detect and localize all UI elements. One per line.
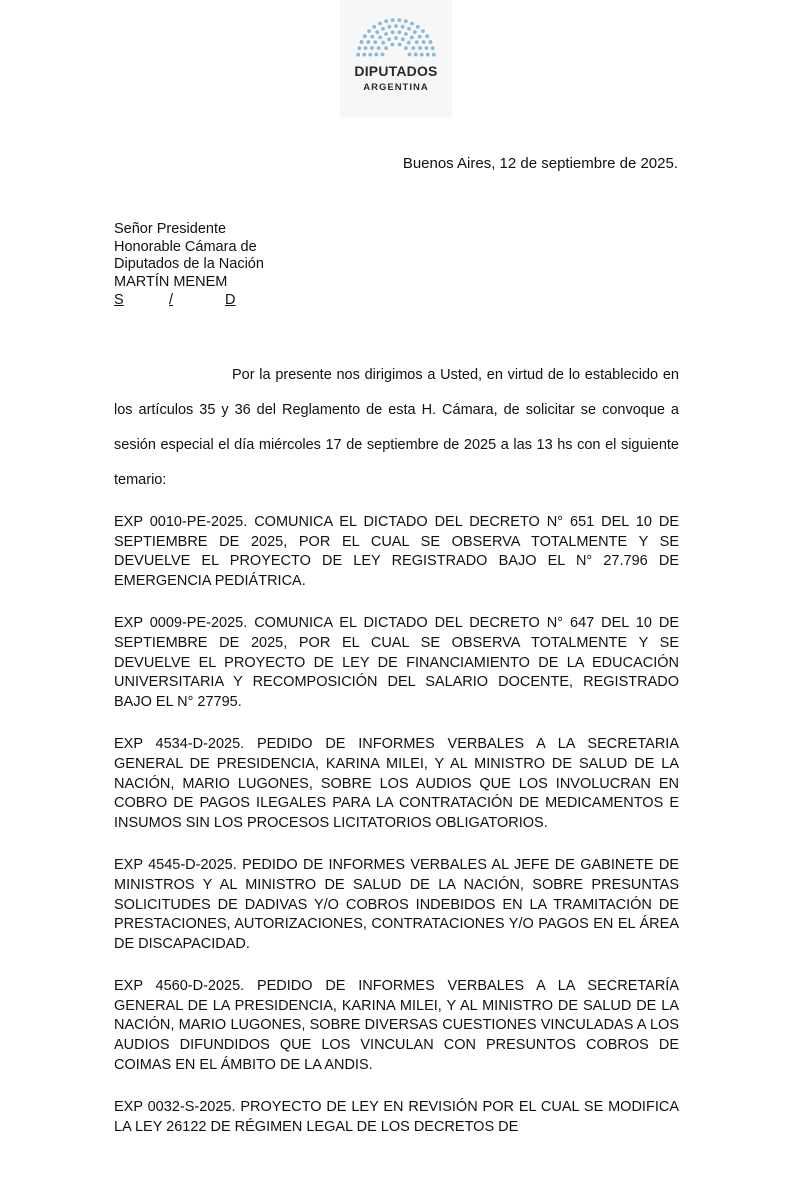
hemicycle-seat-dot <box>425 46 429 50</box>
hemicycle-seat-dot <box>378 22 382 26</box>
addressee-block <box>114 221 264 291</box>
hemicycle-seat-dot <box>381 41 385 45</box>
hemicycle-seat-dot <box>364 46 368 50</box>
hemicycle-seat-dot <box>357 46 361 50</box>
hemicycle-seat-dot <box>410 22 414 26</box>
addressee-line: Señor Presidente <box>114 221 227 237</box>
hemicycle-seat-dot <box>401 25 405 29</box>
hemicycle-seat-dot <box>407 41 411 45</box>
hemicycle-seat-dot <box>422 40 426 44</box>
agenda-list <box>114 513 679 1160</box>
hemicycle-seat-dot <box>416 25 420 29</box>
hemicycle-seat-dot <box>384 19 388 23</box>
hemicycle-seat-dot <box>398 43 402 47</box>
hemicycle-seat-dot <box>363 34 367 38</box>
addressee-line: Diputados de la Nación <box>114 256 264 273</box>
hemicycle-seat-dot <box>370 35 374 39</box>
agenda-item: EXP 4560-D-2025. PEDIDO DE INFORMES VERBALES A LA SECRETARÍA GENERAL DE LA PRESIDENCIA, KARINA MILEI, Y AL MINISTRO DE SALUD DE LA NACIÓN, MARIO LUGONES, SOBRE DIVERSAS CUESTIONES VINCULADAS A LOS AUDIOS DIFUNDIDOS QUE LOS VINCULAN CON PRESUNTOS COBROS DE COIMAS EN EL ÁMBITO DE LA ANDIS. <box>114 978 679 1073</box>
hemicycle-seat-dot <box>401 37 405 41</box>
hemicycle-seat-dot <box>397 18 401 22</box>
hemicycle-seat-dot <box>420 53 424 57</box>
hemicycle-seat-dot <box>432 53 436 57</box>
hemicycle-seat-dot <box>366 40 370 44</box>
hemicycle-seat-dot <box>362 53 366 57</box>
hemicycle-seat-dot <box>397 30 401 34</box>
agenda-item: EXP 0010-PE-2025. COMUNICA EL DICTADO DEL DECRETO N° 651 DEL 10 DE SEPTIEMBRE DE 2025, POR EL CUAL SE OBSERVA TOTALMENTE Y SE DEVUELVE EL PROYECTO DE LEY REGISTRADO BAJO EL N° 27.796 DE EMERGENCIA PEDIÁTRICA. <box>114 514 679 589</box>
hemicycle-seat-dot <box>374 53 378 57</box>
sd-d: D <box>225 292 236 308</box>
addressee-line: Honorable Cámara de <box>114 238 257 255</box>
hemicycle-seat-dot <box>425 34 429 38</box>
hemicycle-seat-dot <box>372 25 376 29</box>
hemicycle-seat-dot <box>360 40 364 44</box>
hemicycle-seat-dot <box>431 46 435 50</box>
hemicycle-seat-dot <box>410 35 414 39</box>
hemicycle-seat-dot <box>394 36 398 40</box>
hemicycle-seat-dot <box>367 29 371 33</box>
hemicycle-seat-dot <box>418 35 422 39</box>
agenda-item: EXP 0032-S-2025. PROYECTO DE LEY EN REVISIÓN POR EL CUAL SE MODIFICA LA LEY 26122 DE RÉGIMEN LEGAL DE LOS DECRETOS DE <box>114 1099 679 1135</box>
logo-subtitle: ARGENTINA <box>363 82 429 93</box>
hemicycle-seat-dot <box>421 29 425 33</box>
hemicycle-seat-dot <box>391 18 395 22</box>
hemicycle-seat-dot <box>415 40 419 44</box>
hemicycle-seat-dot <box>375 30 379 34</box>
hemicycle-seat-dot <box>404 46 408 50</box>
hemicycle-seat-dot <box>391 30 395 34</box>
hemicycle-seat-dot <box>407 27 411 31</box>
hemicycle-seat-dot <box>404 19 408 23</box>
agenda-item: EXP 0009-PE-2025. COMUNICA EL DICTADO DEL DECRETO N° 647 DEL 10 DE SEPTIEMBRE DE 2025, POR EL CUAL SE OBSERVA TOTALMENTE Y SE DEVUELVE EL PROYECTO DE LEY DE FINANCIAMIENTO DE LA EDUCACIÓN UNIVERSITARIA Y RECOMPOSICIÓN DEL SALARIO DOCENTE, REGISTRADO BAJO EL N° 27795. <box>114 615 679 710</box>
addressee-line: MARTÍN MENEM <box>114 273 228 290</box>
hemicycle-seat-dot <box>384 46 388 50</box>
hemicycle-seat-dot <box>381 27 385 31</box>
hemicycle-seat-dot <box>368 53 372 57</box>
hemicycle-seat-dot <box>411 46 415 50</box>
body-paragraph <box>114 358 679 498</box>
hemicycle-seat-dot <box>394 24 398 28</box>
hemicycle-seat-dot <box>378 35 382 39</box>
hemicycle-seat-dot <box>387 37 391 41</box>
hemicycle-seat-dot <box>387 25 391 29</box>
hemicycle-seat-dot <box>384 32 388 36</box>
hemicycle-seat-dot <box>426 53 430 57</box>
hemicycle-seat-dot <box>377 46 381 50</box>
hemicycle-seat-dot <box>381 52 385 56</box>
hemicycle-icon <box>352 10 440 62</box>
hemicycle-seat-dot <box>418 46 422 50</box>
date-line: Buenos Aires, 12 de septiembre de 2025. <box>402 155 678 172</box>
sd-s: S <box>114 292 124 308</box>
hemicycle-seat-dot <box>413 30 417 34</box>
agenda-item: EXP 4534-D-2025. PEDIDO DE INFORMES VERBALES A LA SECRETARIA GENERAL DE PRESIDENCIA, KARINA MILEI, Y AL MINISTRO DE SALUD DE LA NACIÓN, MARIO LUGONES, SOBRE LOS AUDIOS QUE LOS INVOLUCRAN EN COBRO DE PAGOS ILEGALES PARA LA CONTRATACIÓN DE MEDICAMENTOS E INSUMOS SIN LOS PROCESOS LICITATORIOS OBLIGATORIOS. <box>114 736 679 831</box>
agenda-item: EXP 4545-D-2025. PEDIDO DE INFORMES VERBALES AL JEFE DE GABINETE DE MINISTROS Y AL MINISTRO DE SALUD DE LA NACIÓN, SOBRE PRESUNTAS SOLICITUDES DE DADIVAS Y/O COBROS INDEBIDOS EN LA TRAMITACIÓN DE PRESTACIONES, AUTORIZACIONES, CONTRATACIONES Y/O PAGOS EN EL ÁREA DE DISCAPACIDAD. <box>114 857 679 952</box>
sd-slash: / <box>169 292 174 308</box>
hemicycle-seat-dot <box>356 53 360 57</box>
hemicycle-seat-dot <box>390 43 394 47</box>
sd-line <box>114 292 235 308</box>
hemicycle-seat-dot <box>408 52 412 56</box>
hemicycle-seat-dot <box>373 40 377 44</box>
hemicycle-seat-dot <box>404 32 408 36</box>
body-text: Por la presente nos dirigimos a Usted, en virtud de lo establecido en los artículos 35 y 36 del Reglamento de esta H. Cámara, de solicitar se convoque a sesión especial el día miércoles 17 de septiembre de 2025 a las 13 hs con el siguiente temario: <box>114 367 679 488</box>
hemicycle-seat-dot <box>370 46 374 50</box>
hemicycle-seat-dot <box>429 40 433 44</box>
hemicycle-seat-dot <box>414 53 418 57</box>
logo-title: DIPUTADOS <box>354 63 438 79</box>
